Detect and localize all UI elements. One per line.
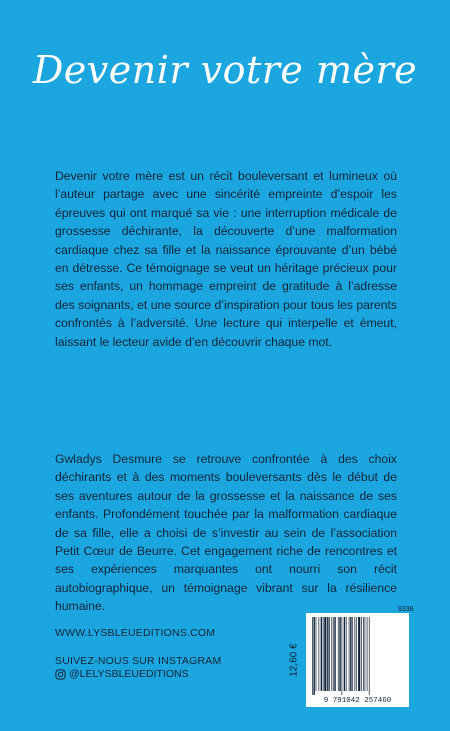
barcode-bar [367, 617, 368, 691]
instagram-handle: @LELYSBLEUEDITIONS [69, 668, 189, 680]
product-code: 9338 [398, 606, 414, 613]
price-text: 12,60 € [288, 642, 300, 677]
barcode-bar [334, 617, 335, 691]
barcode [306, 613, 409, 707]
barcode-bar [323, 617, 324, 691]
barcode-bar [352, 617, 353, 691]
barcode-bar [338, 617, 339, 691]
barcode-bar [318, 617, 319, 691]
barcode-bar [342, 617, 343, 695]
barcode-bar [333, 617, 334, 691]
barcode-bar [363, 617, 364, 691]
instagram-icon [55, 669, 66, 680]
barcode-bar [329, 617, 330, 691]
barcode-bar [358, 617, 360, 691]
barcode-bar [312, 617, 313, 695]
barcode-bar [321, 617, 322, 691]
website-link[interactable]: WWW.LYSBLEUEDITIONS.COM [55, 627, 216, 639]
barcode-graphic [306, 613, 409, 707]
barcode-bar [346, 617, 347, 691]
barcode-bar [369, 617, 370, 695]
barcode-bar [344, 617, 345, 691]
barcode-bar [327, 617, 328, 691]
isbn-number: 9 791042 257460 [323, 697, 392, 705]
barcode-bar [356, 617, 357, 691]
barcode-bar [331, 617, 332, 691]
book-title: Devenir votre mère [32, 48, 418, 92]
barcode-bar [349, 617, 350, 691]
barcode-bar [339, 617, 340, 691]
barcode-bar [361, 617, 362, 691]
barcode-bar [324, 617, 326, 691]
synopsis-paragraph: Devenir votre mère est un récit bouleversant et lumineux où l’auteur partage avec une sincérité empreinte d’espoir les épreuves qui ont marqué sa vie : une interruption médicale de grossesse déchirante, la découverte d’une malformation cardiaque chez sa fille et la naissance éprouvante d’un bébé en détresse. Ce témoignage se veut un héritage précieux pour ses enfants, un hommage empreint de gratitude à l’adresse des soignants, et une source d’inspiration pour tous les parents confrontés à l’adversité. Une lecture qui interpelle et émeut, laissant le lecteur avide d’en découvrir chaque mot. [55, 169, 397, 349]
barcode-bar [354, 617, 355, 691]
author-bio-paragraph: Gwladys Desmure se retrouve confrontée à des choix déchirants et à des moments bouleversants dès le début de ses aventures autour de la grossesse et la naissance de ses enfants. Profondément touchée par la malformation cardiaque de sa fille, elle a choisi de s’investir au sein de l’association Petit Cœur de Beurre. Cet engagement riche de rencontres et ses expériences marquantes ont nourri son récit autobiographique, un témoignage vibrant sur la résilience humaine. [55, 452, 397, 614]
barcode-bar [313, 617, 314, 695]
instagram-row[interactable] [55, 668, 189, 680]
barcode-bar [316, 617, 317, 691]
follow-instagram-text: SUIVEZ-NOUS SUR INSTAGRAM [55, 655, 222, 667]
barcode-bar [350, 617, 351, 691]
price-label [287, 612, 301, 707]
barcode-bar [365, 617, 366, 691]
